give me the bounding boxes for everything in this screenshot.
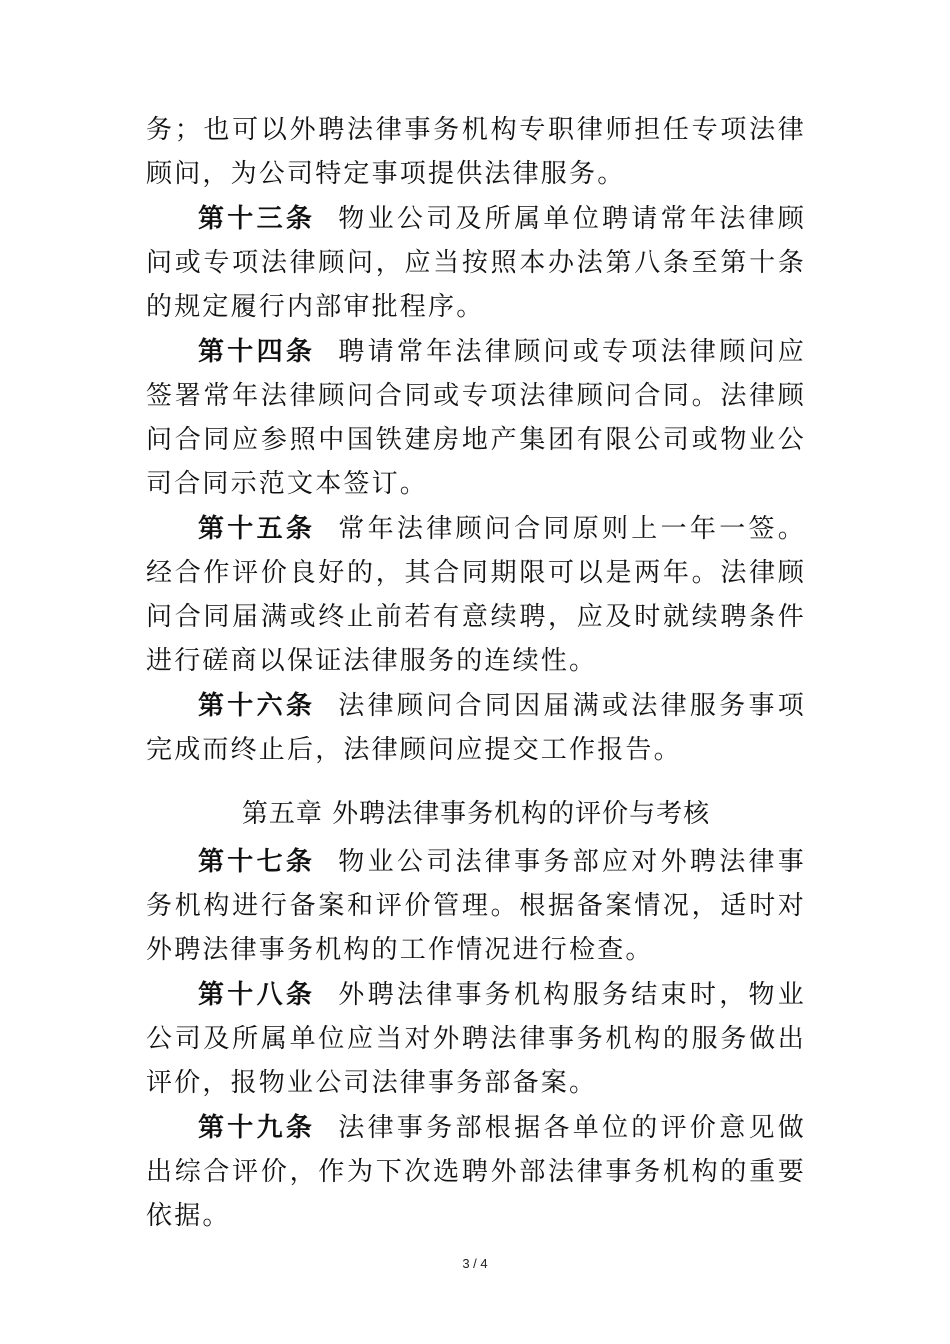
article-18: [146, 973, 806, 1105]
article-text: 物业公司法律事务部应对外聘法律事务机构进行备案和评价管理。根据备案情况，适时对外聘法律事务机构的工作情况进行检查。: [146, 847, 806, 965]
article-19: [146, 1106, 806, 1238]
chapter-title: 第五章 外聘法律事务机构的评价与考核: [241, 799, 711, 829]
article-text: 外聘法律事务机构服务结束时，物业公司及所属单位应当对外聘法律事务机构的服务做出评价，报物业公司法律事务部备案。: [146, 980, 806, 1098]
continuation-paragraph: [146, 108, 806, 196]
article-label: 第十六条: [198, 691, 316, 721]
continuation-text: 务；也可以外聘法律事务机构专职律师担任专项法律顾问，为公司特定事项提供法律服务。: [146, 115, 806, 189]
article-text: 常年法律顾问合同原则上一年一签。经合作评价良好的，其合同期限可以是两年。法律顾问合同届满或终止前若有意续聘，应及时就续聘条件进行磋商以保证法律服务的连续性。: [146, 514, 806, 676]
article-label: 第十五条: [198, 514, 316, 544]
article-label: 第十七条: [198, 847, 316, 877]
article-16: [146, 684, 806, 772]
page-number: 3 / 4: [462, 1256, 488, 1271]
article-15: [146, 507, 806, 683]
article-14: [146, 330, 806, 506]
article-13: [146, 197, 806, 329]
article-label: 第十九条: [198, 1113, 316, 1143]
article-text: 法律顾问合同因届满或法律服务事项完成而终止后，法律顾问应提交工作报告。: [146, 691, 806, 765]
article-label: 第十三条: [198, 204, 316, 234]
article-text: 法律事务部根据各单位的评价意见做出综合评价，作为下次选聘外部法律事务机构的重要依据。: [146, 1113, 806, 1231]
article-label: 第十八条: [198, 980, 316, 1010]
article-text: 聘请常年法律顾问或专项法律顾问应签署常年法律顾问合同或专项法律顾问合同。法律顾问合同应参照中国铁建房地产集团有限公司或物业公司合同示范文本签订。: [146, 337, 806, 499]
document-body: [146, 108, 806, 1238]
article-17: [146, 840, 806, 972]
article-label: 第十四条: [198, 337, 316, 367]
article-text: 物业公司及所属单位聘请常年法律顾问或专项法律顾问，应当按照本办法第八条至第十条的规定履行内部审批程序。: [146, 204, 806, 322]
